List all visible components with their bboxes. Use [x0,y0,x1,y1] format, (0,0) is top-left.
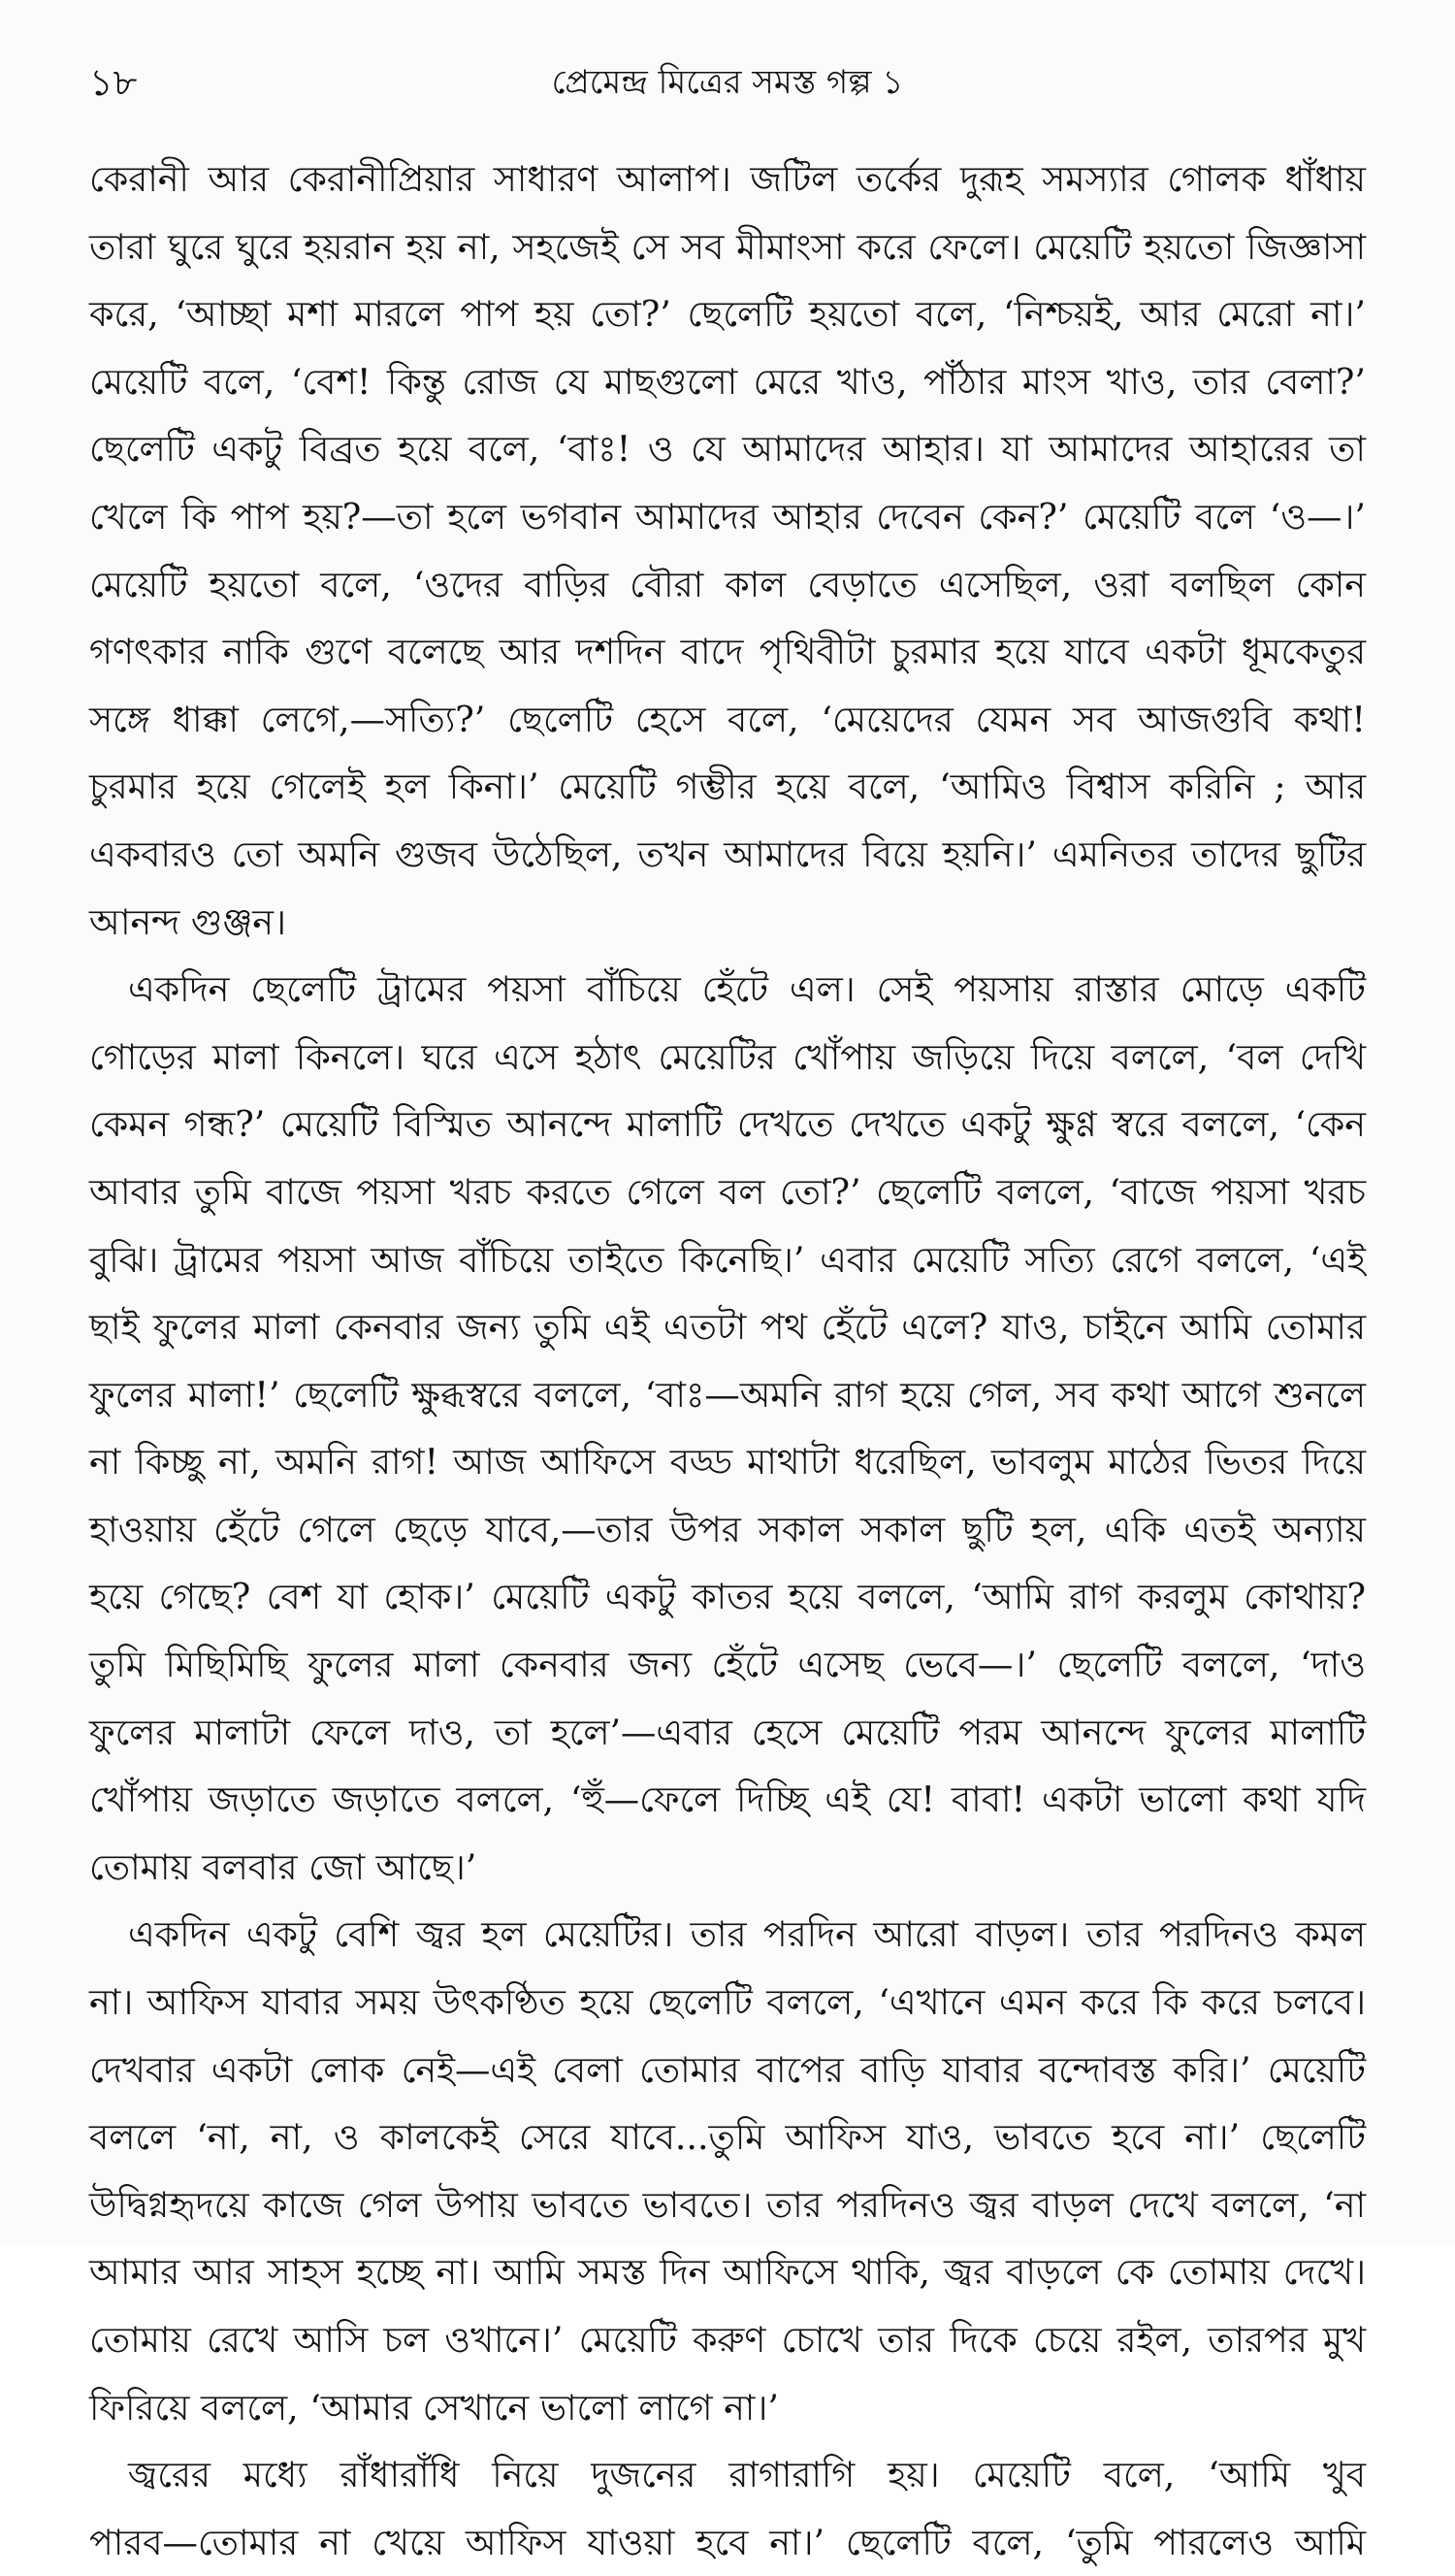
text-line: না কিচ্ছু না, অমনি রাগ! আজ আফিসে বড্ড মাথাটা ধরেছিল, ভাবলুম মাঠের ভিতর দিয়ে [89,1441,1366,1484]
text-line: খোঁপায় জড়াতে জড়াতে বললে, ‘হুঁ—ফেলে দিচ্ছি এই যে! বাবা! একটা ভালো কথা যদি [89,1778,1366,1821]
text-line: তারা ঘুরে ঘুরে হয়রান হয় না, সহজেই সে সব মীমাংসা করে ফেলে। মেয়েটি হয়তো জিজ্ঞাসা [89,225,1366,268]
running-title: প্রেমেন্দ্র মিত্রের সমস্ত গল্প ১ [551,63,904,102]
text-line: পারব—তোমার না খেয়ে আফিস যাওয়া হবে না।’ ছেলেটি বলে, ‘তুমি পারলেও আমি [89,2521,1366,2563]
text-line: একদিন ছেলেটি ট্রামের পয়সা বাঁচিয়ে হেঁটে এল। সেই পয়সায় রাস্তার মোড়ে একটি [128,968,1366,1011]
text-line: দেখবার একটা লোক নেই—এই বেলা তোমার বাপের বাড়ি যাবার বন্দোবস্ত করি।’ মেয়েটি [89,2048,1366,2091]
text-line: আমার আর সাহস হচ্ছে না। আমি সমস্ত দিন আফিসে থাকি, জ্বর বাড়লে কে তোমায় দেখে। [89,2251,1366,2294]
text-line: তুমি মিছিমিছি ফুলের মালা কেনবার জন্য হেঁটে এসেছ ভেবে—।’ ছেলেটি বললে, ‘দাও [89,1644,1366,1686]
text-line: করে, ‘আচ্ছা মশা মারলে পাপ হয় তো?’ ছেলেটি হয়তো বলে, ‘নিশ্চয়ই, আর মেরো না।’ [89,293,1366,336]
text-line: জ্বরের মধ্যে রাঁধারাঁধি নিয়ে দুজনের রাগারাগি হয়। মেয়েটি বলে, ‘আমি খুব [128,2454,1366,2496]
text-line: আনন্দ গুঞ্জন। [89,900,287,943]
text-line: হাওয়ায় হেঁটে গেলে ছেড়ে যাবে,—তার উপর সকাল সকাল ছুটি হল, একি এতই অন্যায় [89,1508,1366,1550]
body-text [89,146,1366,2576]
text-line: মেয়েটি হয়তো বলে, ‘ওদের বাড়ির বৌরা কাল বেড়াতে এসেছিল, ওরা বলছিল কোন [89,563,1366,605]
text-line: একবারও তো অমনি গুজব উঠেছিল, তখন আমাদের বিয়ে হয়নি।’ এমনিতর তাদের ছুটির [89,832,1366,875]
text-line: গণৎকার নাকি গুণে বলেছে আর দশদিন বাদে পৃথিবীটা চুরমার হয়ে যাবে একটা ধূমকেতুর [89,631,1366,673]
text-line: ছাই ফুলের মালা কেনবার জন্য তুমি এই এতটা পথ হেঁটে এলে? যাও, চাইনে আমি তোমার [89,1306,1366,1349]
text-line: গোড়ের মালা কিনলে। ঘরে এসে হঠাৎ মেয়েটির খোঁপায় জড়িয়ে দিয়ে বললে, ‘বল দেখি [89,1035,1366,1078]
text-line: না। আফিস যাবার সময় উৎকণ্ঠিত হয়ে ছেলেটি বললে, ‘এখানে এমন করে কি করে চলবে। [89,1981,1366,2024]
text-line: তোমায় রেখে আসি চল ওখানে।’ মেয়েটি করুণ চোখে তার দিকে চেয়ে রইল, তারপর মুখ [89,2319,1366,2361]
text-line: হয়ে গেছে? বেশ যা হোক।’ মেয়েটি একটু কাতর হয়ে বললে, ‘আমি রাগ করলুম কোথায়? [89,1576,1366,1618]
page-number: ১৮ [89,61,138,104]
text-line: বললে ‘না, না, ও কালকেই সেরে যাবে...তুমি আফিস যাও, ভাবতে হবে না।’ ছেলেটি [89,2116,1366,2159]
text-line: সঙ্গে ধাক্কা লেগে,—সত্যি?’ ছেলেটি হেসে বলে, ‘মেয়েদের যেমন সব আজগুবি কথা! [89,698,1366,740]
text-line: ফুলের মালা!’ ছেলেটি ক্ষুব্ধস্বরে বললে, ‘বাঃ—অমনি রাগ হয়ে গেল, সব কথা আগে শুনলে [89,1373,1366,1416]
text-line: খেলে কি পাপ হয়?—তা হলে ভগবান আমাদের আহার দেবেন কেন?’ মেয়েটি বলে ‘ও—।’ [89,495,1366,538]
text-line: ফুলের মালাটা ফেলে দাও, তা হলে’—এবার হেসে মেয়েটি পরম আনন্দে ফুলের মালাটি [89,1711,1366,1753]
text-line: তোমায় বলবার জো আছে।’ [89,1845,477,1888]
text-line: আবার তুমি বাজে পয়সা খরচ করতে গেলে বল তো?’ ছেলেটি বললে, ‘বাজে পয়সা খরচ [89,1170,1366,1213]
text-line: ফিরিয়ে বললে, ‘আমার সেখানে ভালো লাগে না।’ [89,2386,779,2429]
text-line: বুঝি। ট্রামের পয়সা আজ বাঁচিয়ে তাইতে কিনেছি।’ এবার মেয়েটি সত্যি রেগে বললে, ‘এই [89,1238,1366,1281]
text-line: ছেলেটি একটু বিব্রত হয়ে বলে, ‘বাঃ! ও যে আমাদের আহার। যা আমাদের আহারের তা [89,428,1366,471]
text-line: চুরমার হয়ে গেলেই হল কিনা।’ মেয়েটি গম্ভীর হয়ে বলে, ‘আমিও বিশ্বাস করিনি ; আর [89,766,1366,808]
text-line: উদ্বিগ্নহৃদয়ে কাজে গেল উপায় ভাবতে ভাবতে। তার পরদিনও জ্বর বাড়ল দেখে বললে, ‘না [89,2183,1366,2226]
text-line: কেমন গন্ধ?’ মেয়েটি বিস্মিত আনন্দে মালাটি দেখতে দেখতে একটু ক্ষুণ্ণ স্বরে বললে, ‘কেন [89,1103,1366,1146]
text-line: একদিন একটু বেশি জ্বর হল মেয়েটির। তার পরদিন আরো বাড়ল। তার পরদিনও কমল [128,1913,1366,1956]
text-line: মেয়েটি বলে, ‘বেশ! কিন্তু রোজ যে মাছগুলো মেরে খাও, পাঁঠার মাংস খাও, তার বেলা?’ [89,360,1366,403]
text-line: কেরানী আর কেরানীপ্রিয়ার সাধারণ আলাপ। জটিল তর্কের দুরূহ সমস্যার গোলক ধাঁধায় [89,158,1366,200]
page-header [89,56,1366,114]
